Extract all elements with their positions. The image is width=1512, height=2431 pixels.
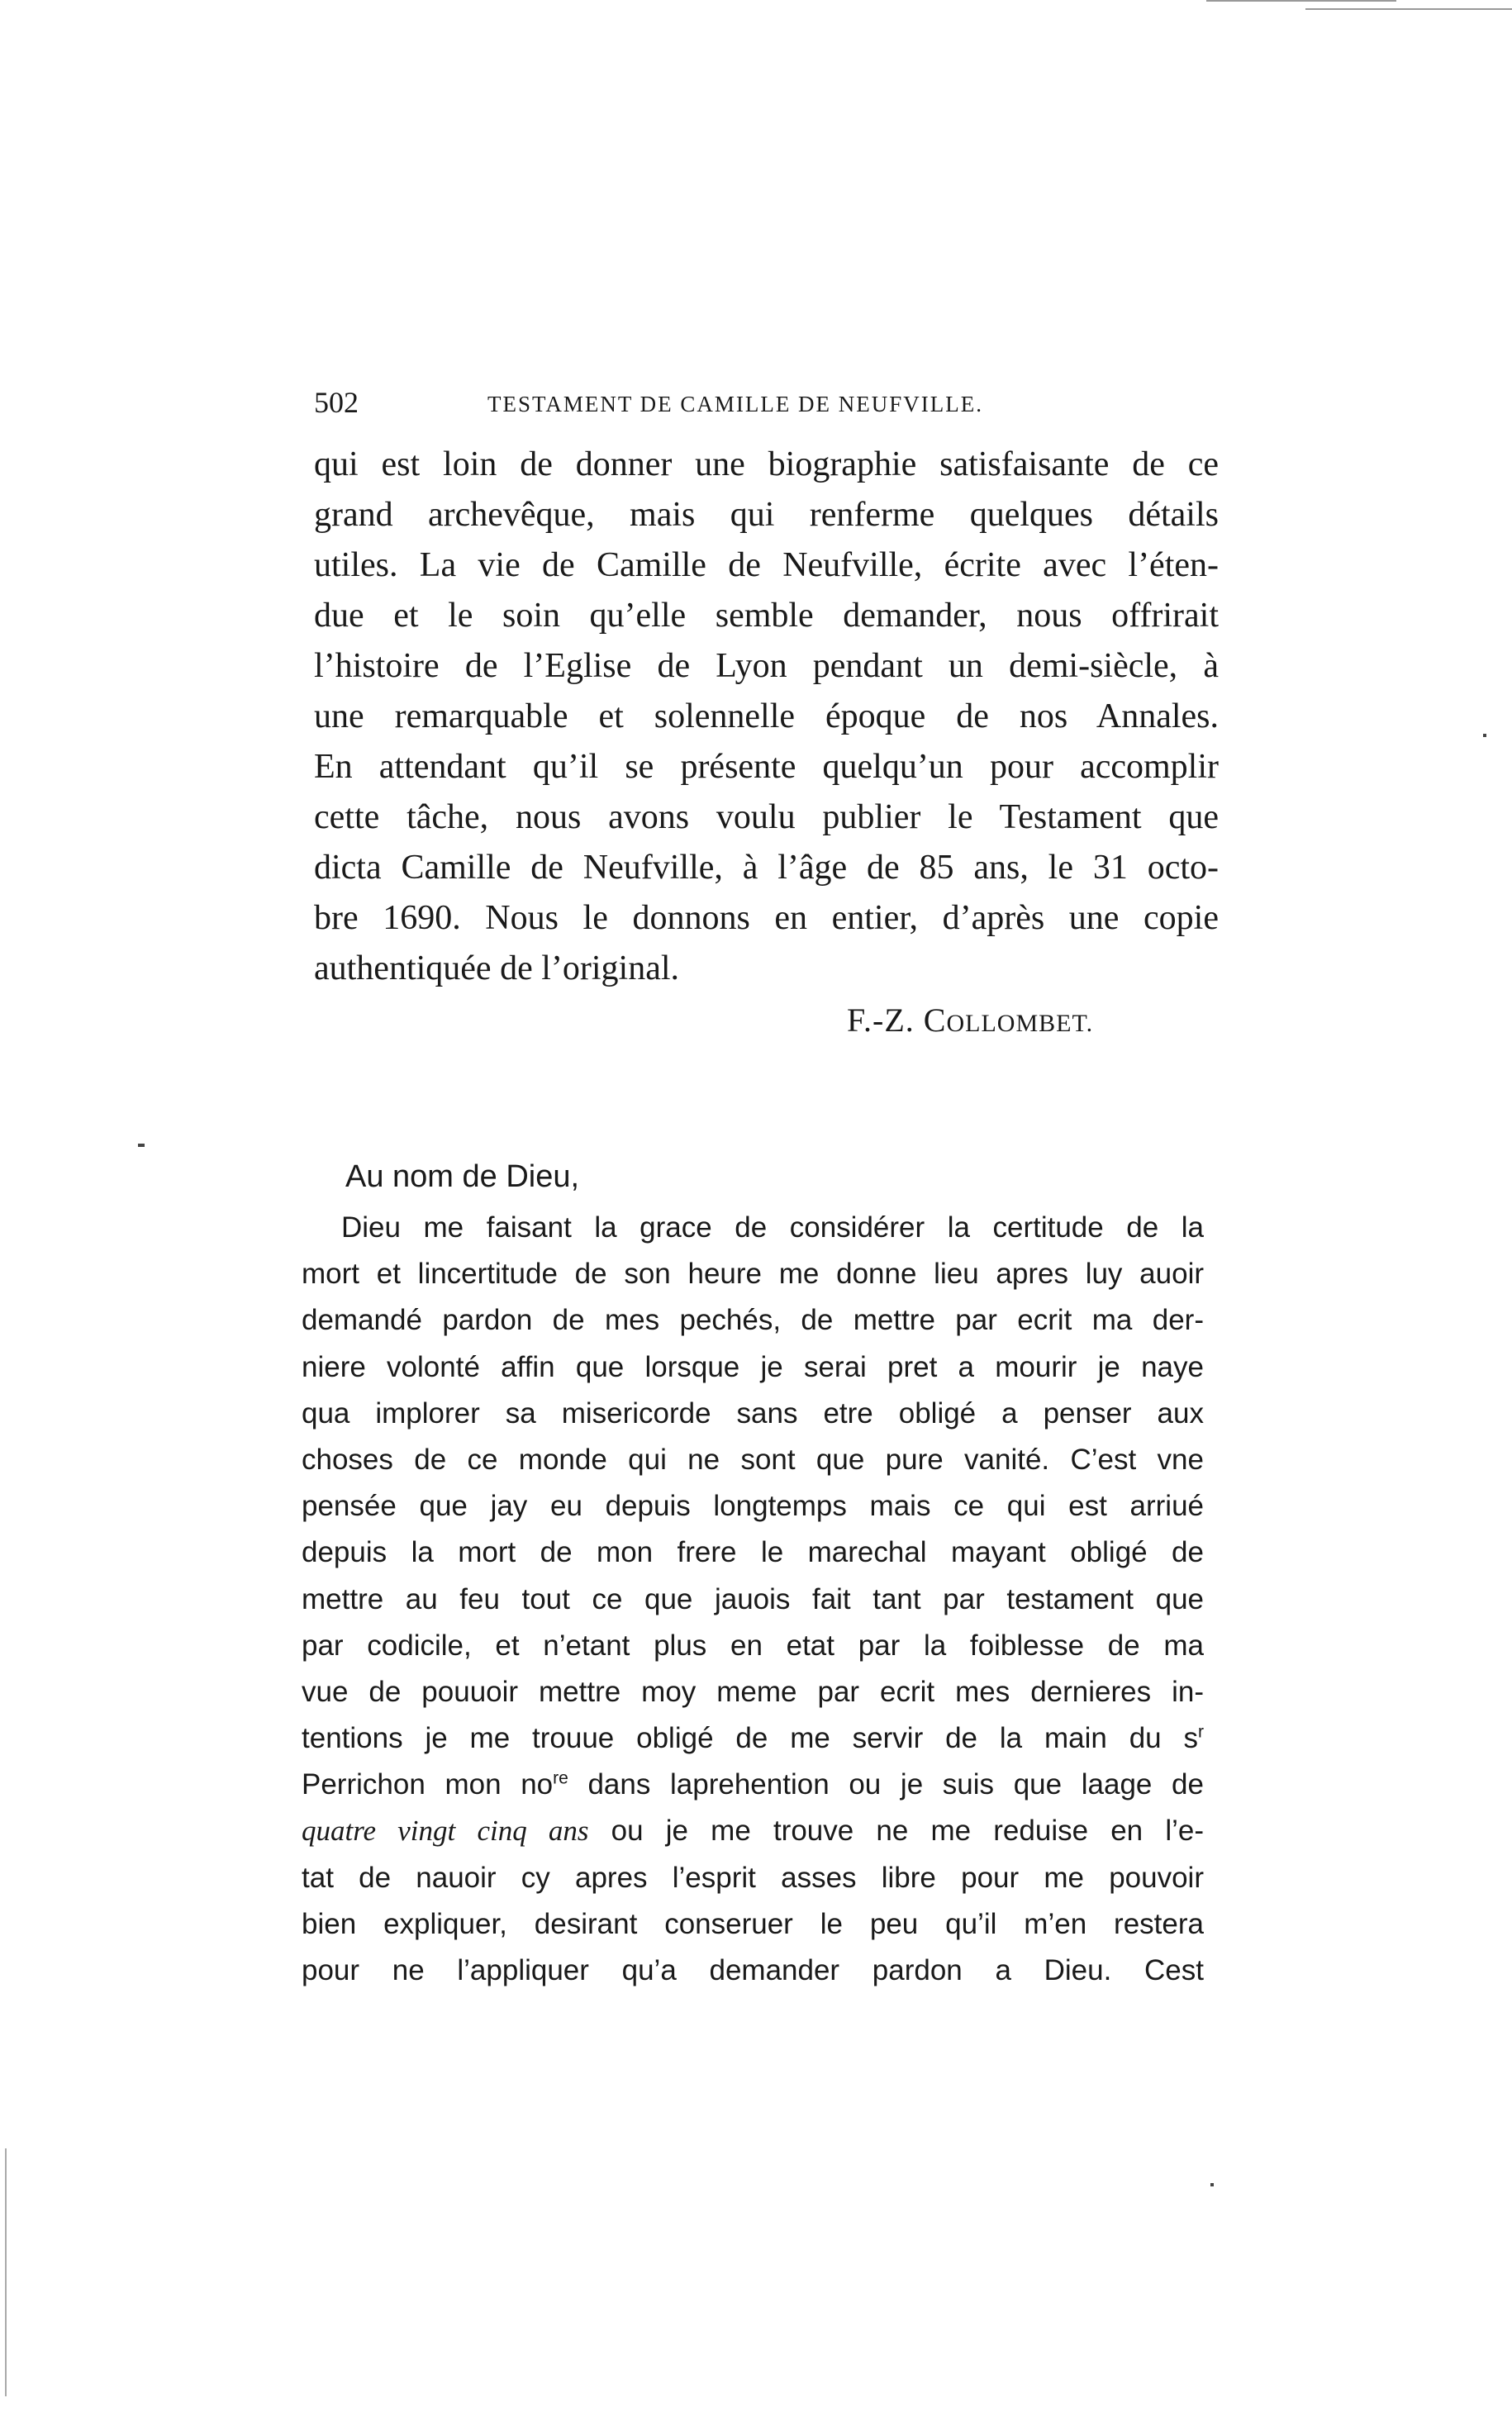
testament-text	[302, 1205, 1204, 1994]
testament-line-text: Perrichon mon no	[302, 1768, 554, 1801]
intro-line: une remarquable et solennelle époque de nos Annales.	[314, 697, 1219, 735]
intro-line: dicta Camille de Neufville, à l’âge de 85 ans, le 31 octo-	[314, 849, 1219, 887]
testament-line-text: dans laprehention ou je suis que laage de	[568, 1768, 1204, 1801]
testament-line: pour ne l’appliquer qu’a demander pardon a Dieu. Cest	[302, 1954, 1204, 1986]
testament-line: niere volonté affin que lorsque je serai pret a mourir je naye	[302, 1350, 1204, 1383]
scan-dot	[138, 1144, 145, 1147]
intro-line: En attendant qu’il se présente quelqu’un pour accomplir	[314, 748, 1219, 786]
testament-line	[302, 1715, 1204, 1762]
testament-line	[302, 1762, 1204, 1808]
testament-line: vue de pouuoir mettre moy meme par ecrit mes dernieres in-	[302, 1675, 1204, 1708]
intro-paragraph	[314, 440, 1219, 994]
testament-heading: Au nom de Dieu,	[345, 1159, 580, 1194]
running-title: TESTAMENT DE CAMILLE DE NEUFVILLE.	[487, 392, 984, 416]
testament-line: pensée que jay eu depuis longtemps mais ce qui est arriué	[302, 1490, 1204, 1523]
testament-line: depuis la mort de mon frere le marechal mayant obligé de	[302, 1536, 1204, 1569]
scan-line-left	[5, 2148, 7, 2396]
testament-line: Dieu me faisant la grace de considérer la certitude de la	[341, 1211, 1204, 1244]
intro-line: cette tâche, nous avons voulu publier le Testament que	[314, 798, 1219, 836]
testament-line-text: ou je me trouve ne me reduise en l’e-	[588, 1815, 1204, 1848]
testament-line: qua implorer sa misericorde sans etre obligé a penser aux	[302, 1396, 1204, 1430]
testament-line: par codicile, et n’etant plus en etat par la foiblesse de ma	[302, 1629, 1204, 1662]
intro-line: grand archevêque, mais qui renferme quelques détails	[314, 496, 1219, 534]
signature-surname: OLLOMBET.	[946, 1010, 1094, 1037]
running-head	[314, 382, 1206, 423]
testament-line	[302, 1808, 1204, 1854]
italic-phrase: quatre vingt cinq ans	[302, 1815, 589, 1848]
testament-line: demandé pardon de mes pechés, de mettre par ecrit ma der-	[302, 1304, 1204, 1337]
scan-dot	[1483, 734, 1486, 737]
testament-line: tat de nauoir cy apres l’esprit asses libre pour me pouvoir	[302, 1861, 1204, 1894]
intro-line: qui est loin de donner une biographie satisfaisante de ce	[314, 445, 1219, 483]
scan-line-top	[1305, 8, 1512, 10]
testament-line: bien expliquer, desirant conseruer le peu qu’il m’en restera	[302, 1907, 1204, 1940]
testament-line-text: tentions je me trouue obligé de me servir de la main du s	[302, 1722, 1198, 1755]
intro-line: authentiquée de l’original.	[314, 949, 680, 987]
testament-line: mort et lincertitude de son heure me donne lieu apres luy auoir	[302, 1258, 1204, 1291]
page-number: 502	[314, 386, 359, 419]
intro-line: due et le soin qu’elle semble demander, nous offrirait	[314, 597, 1219, 635]
superscript: r	[1198, 1722, 1204, 1742]
testament-line: choses de ce monde qui ne sont que pure vanité. C’est vne	[302, 1443, 1204, 1476]
author-signature	[847, 996, 1093, 1049]
superscript: re	[553, 1768, 568, 1788]
testament-line: mettre au feu tout ce que jauois fait tant par testament que	[302, 1582, 1204, 1615]
intro-line: utiles. La vie de Camille de Neufville, écrite avec l’éten-	[314, 546, 1219, 584]
intro-line: bre 1690. Nous le donnons en entier, d’après une copie	[314, 899, 1219, 937]
intro-line: l’histoire de l’Eglise de Lyon pendant un demi-siècle, à	[314, 647, 1219, 685]
scan-line-top	[1206, 0, 1396, 2]
signature-initials: F.-Z. C	[847, 1001, 947, 1039]
scan-dot	[1210, 2183, 1214, 2186]
